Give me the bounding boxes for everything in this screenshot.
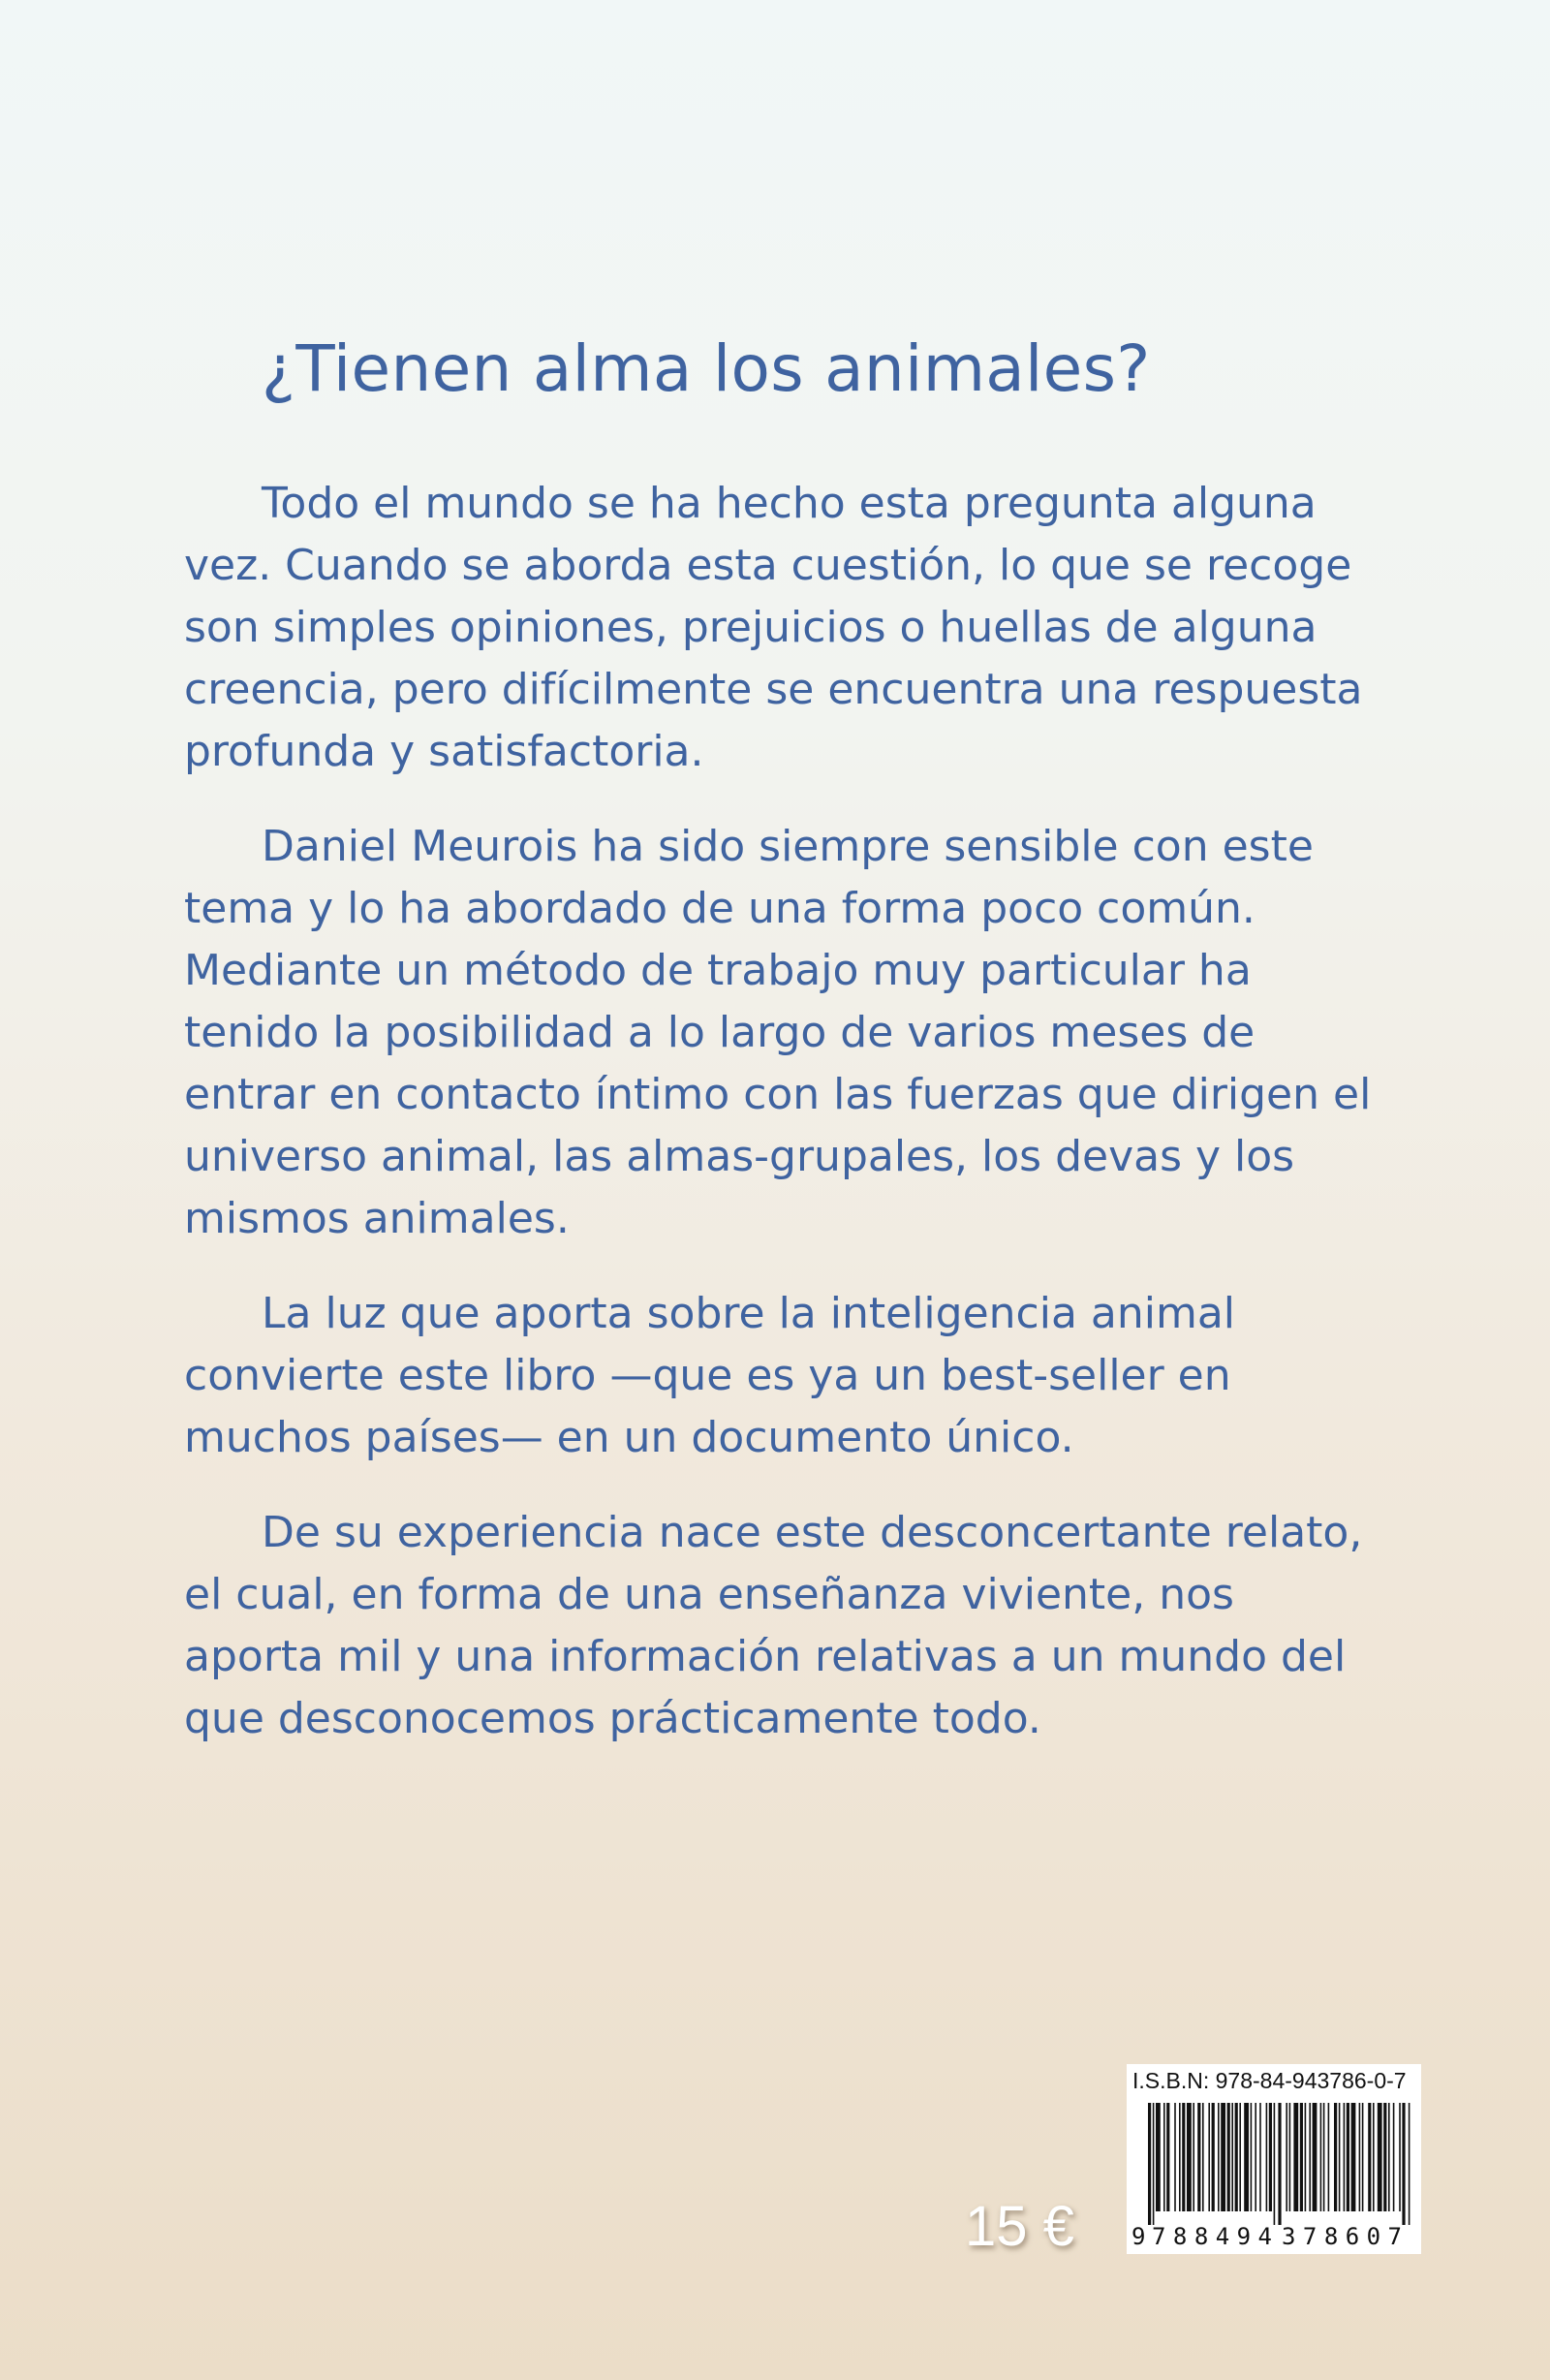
price-label: 15 € [965,2195,1074,2258]
barcode-bar [1289,2103,1291,2211]
barcode-bar [1368,2103,1371,2211]
isbn-barcode-block [1127,2064,1421,2254]
barcode-bar [1274,2103,1276,2225]
barcode-bar [1309,2103,1311,2211]
barcode-bar [1388,2103,1390,2211]
barcode-bar [1193,2103,1194,2211]
barcode-bar [1153,2103,1155,2225]
barcode-bar [1393,2103,1395,2211]
barcode-bar [1383,2103,1386,2211]
barcode-digits-right: 378607 [1282,2223,1402,2250]
barcode-bar [1313,2103,1318,2211]
blurb-paragraph: La luz que aporta sobre la inteligencia animal convierte este libro —que es ya un best-seller en muchos países— en un documento único. [184,1289,1236,1462]
barcode-bar [1323,2103,1325,2211]
barcode-bar [1344,2103,1346,2211]
back-cover-title: ¿Tienen alma los animales? [262,331,1151,406]
barcode-digits-left: 788494 [1152,2223,1272,2250]
barcode-bar [1347,2103,1349,2211]
barcode-bar [1359,2103,1361,2211]
barcode-bar [1227,2103,1230,2211]
barcode-bar [1278,2103,1281,2225]
barcode-bar [1148,2103,1151,2225]
barcode-bar [1218,2103,1220,2211]
barcode-bar [1208,2103,1210,2211]
barcode-bar [1212,2103,1215,2211]
blurb-paragraph: Daniel Meurois ha sido siempre sensible con este tema y lo ha abordado de una forma poco común. Mediante un método de trabajo muy particular ha tenido la posibilidad a lo largo de varios meses de entrar en contacto íntimo con las fuerzas que dirigen el universo animal, las almas-grupales, los devas y los mismos animales. [184,822,1372,1243]
barcode-bar [1255,2103,1256,2211]
barcode-bar [1334,2103,1337,2211]
barcode-bar [1179,2103,1181,2211]
barcode-bar [1239,2103,1241,2211]
barcode-bar [1259,2103,1261,2211]
barcode-bar [1221,2103,1225,2211]
blurb-text [184,473,1385,1783]
barcode-bar [1269,2103,1272,2211]
barcode-digit-lead: 9 [1132,2223,1146,2250]
barcode-bar [1362,2103,1364,2211]
barcode-bar [1266,2103,1268,2211]
barcode-bar [1166,2103,1169,2211]
barcode-bar [1300,2103,1303,2211]
barcode-bar [1328,2103,1330,2211]
barcode-bar [1231,2103,1233,2211]
blurb-paragraph: De su experiencia nace este desconcertante relato, el cual, en forma de una enseñanza viviente, nos aporta mil y una información relativas a un mundo del que desconocemos prácticamente todo. [184,1508,1363,1743]
barcode-bar [1163,2103,1165,2211]
barcode-bar [1293,2103,1298,2211]
barcode-bar [1251,2103,1253,2211]
isbn-label: I.S.B.N: 978-84-943786-0-7 [1132,2068,1407,2093]
barcode-bar [1402,2103,1405,2225]
barcode-bar [1244,2103,1249,2211]
barcode-bar [1187,2103,1192,2211]
barcode-bar [1197,2103,1200,2211]
barcode-bar [1373,2103,1375,2211]
barcode-bar [1174,2103,1176,2211]
barcode-bar [1320,2103,1322,2211]
barcode-bar [1182,2103,1185,2211]
barcode-bar [1409,2103,1410,2225]
barcode-bar [1305,2103,1307,2211]
barcode-bar [1351,2103,1356,2211]
barcode-bar [1378,2103,1382,2211]
barcode-bar [1286,2103,1287,2211]
barcode-bar [1156,2103,1161,2211]
barcode-bar [1235,2103,1238,2211]
barcode-bar [1339,2103,1341,2211]
barcode-bar [1399,2103,1401,2211]
barcode-graphic [1127,2097,1421,2254]
blurb-paragraph: Todo el mundo se ha hecho esta pregunta alguna vez. Cuando se aborda esta cuestión, lo que se recoge son simples opiniones, prejuicios o huellas de alguna creencia, pero difícilmente se encuentra una respuesta profunda y satisfactoria. [184,479,1363,776]
barcode-bar [1202,2103,1204,2211]
